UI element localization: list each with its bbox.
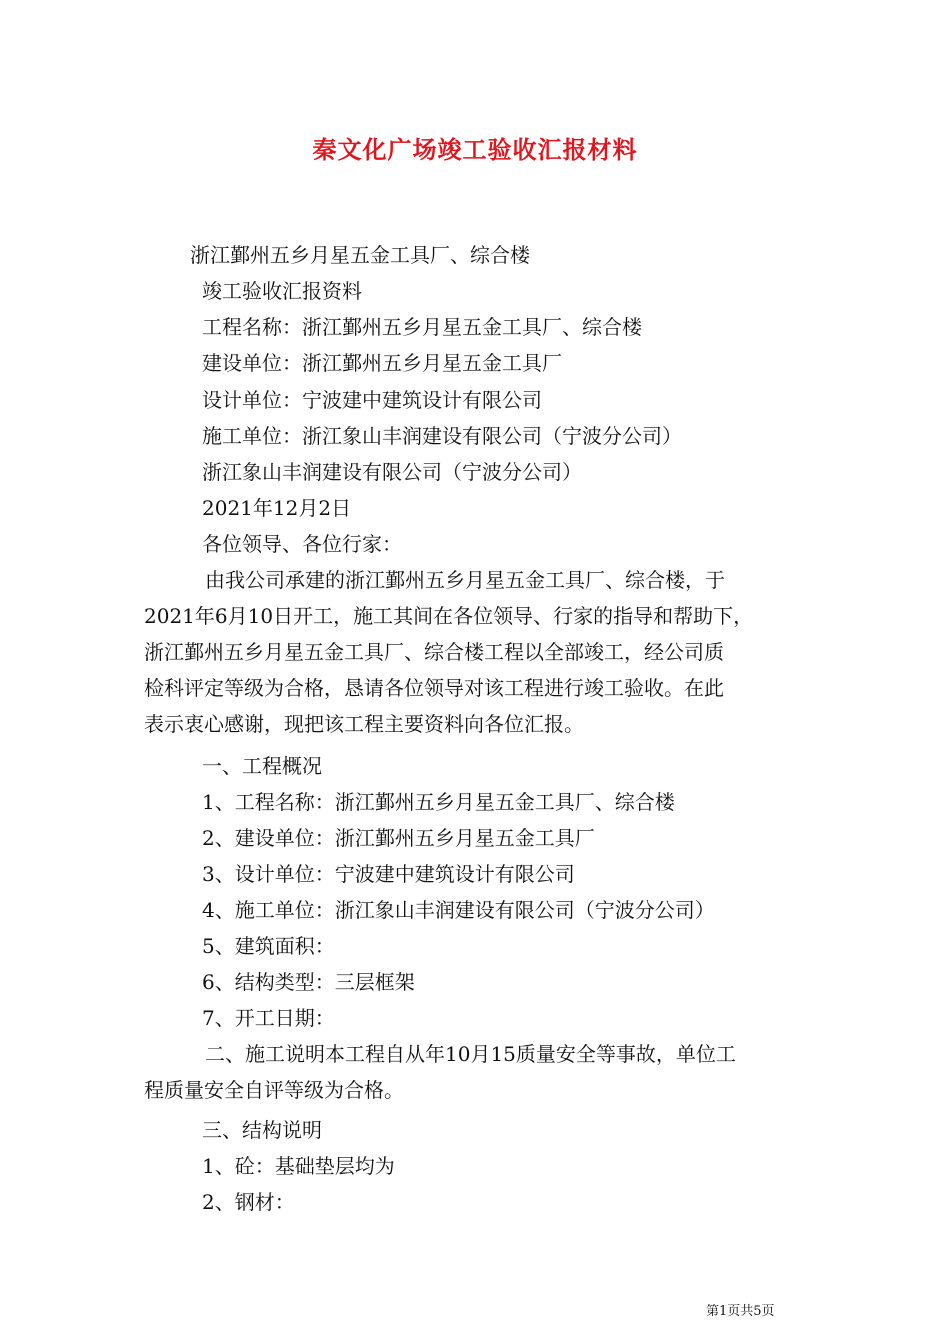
- body-line: 2、建设单位：浙江鄞州五乡月星五金工具厂: [202, 826, 595, 850]
- body-line: 5、建筑面积：: [202, 934, 335, 958]
- document-title: 秦文化广场竣工验收汇报材料: [312, 135, 638, 164]
- body-line: 各位领导、各位行家：: [202, 532, 402, 556]
- body-line: 7、开工日期：: [202, 1006, 335, 1030]
- body-line: 浙江鄞州五乡月星五金工具厂、综合楼: [190, 243, 530, 267]
- body-line: 二、施工说明本工程自从年10月15质量安全等事故，单位工: [205, 1042, 736, 1066]
- body-line: 由我公司承建的浙江鄞州五乡月星五金工具厂、综合楼，于: [205, 568, 725, 592]
- body-line: 4、施工单位：浙江象山丰润建设有限公司（宁波分公司）: [202, 898, 715, 922]
- body-line: 浙江象山丰润建设有限公司（宁波分公司）: [202, 460, 582, 484]
- page-footer: 第1页共5页: [706, 1304, 775, 1319]
- body-line: 一、工程概况: [202, 754, 322, 778]
- body-line: 建设单位：浙江鄞州五乡月星五金工具厂: [202, 351, 562, 375]
- body-line: 工程名称：浙江鄞州五乡月星五金工具厂、综合楼: [202, 315, 642, 339]
- body-line: 检科评定等级为合格，恳请各位领导对该工程进行竣工验收。在此: [144, 676, 724, 700]
- body-line: 6、结构类型：三层框架: [202, 970, 415, 994]
- body-line: 2021年6月10日开工，施工其间在各位领导、行家的指导和帮助下，: [144, 604, 754, 628]
- body-line: 表示衷心感谢，现把该工程主要资料向各位汇报。: [144, 712, 584, 736]
- body-line: 浙江鄞州五乡月星五金工具厂、综合楼工程以全部竣工，经公司质: [144, 640, 724, 664]
- body-line: 设计单位：宁波建中建筑设计有限公司: [202, 388, 542, 412]
- body-line: 1、砼：基础垫层均为: [202, 1154, 395, 1178]
- body-line: 3、设计单位：宁波建中建筑设计有限公司: [202, 862, 575, 886]
- body-line: 1、工程名称：浙江鄞州五乡月星五金工具厂、综合楼: [202, 790, 675, 814]
- body-line: 2、钢材：: [202, 1190, 295, 1214]
- body-line: 程质量安全自评等级为合格。: [144, 1078, 404, 1102]
- body-line: 2021年12月2日: [202, 496, 352, 520]
- body-line: 施工单位：浙江象山丰润建设有限公司（宁波分公司）: [202, 424, 682, 448]
- body-line: 竣工验收汇报资料: [202, 279, 362, 303]
- body-line: 三、结构说明: [202, 1118, 322, 1142]
